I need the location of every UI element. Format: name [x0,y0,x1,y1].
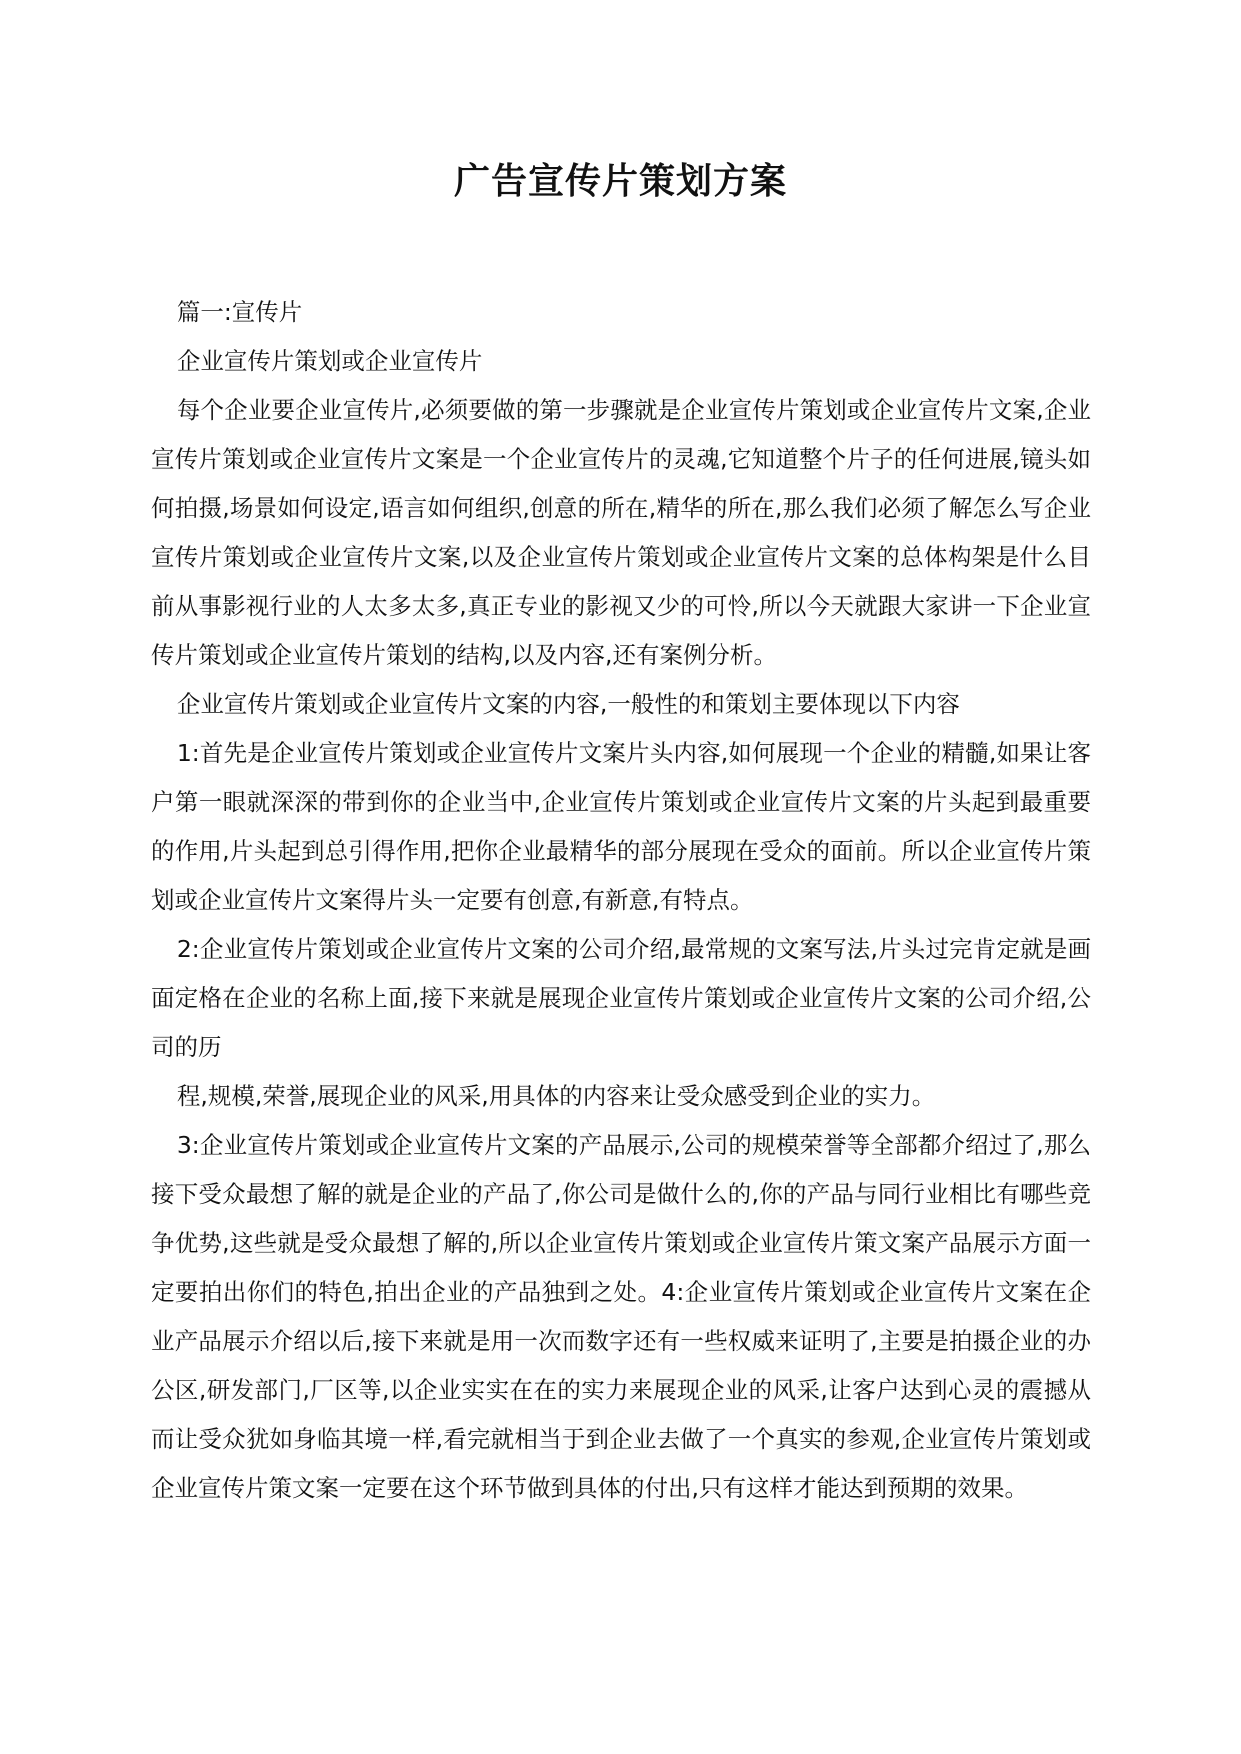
paragraph-point-1: 1:首先是企业宣传片策划或企业宣传片文案片头内容,如何展现一个企业的精髓,如果让客户第一眼就深深的带到你的企业当中,企业宣传片策划或企业宣传片文案的片头起到最重要的作用,片头起到总引得作用,把你企业最精华的部分展现在受众的面前。所以企业宣传片策划或企业宣传片文案得片头一定要有创意,有新意,有特点。 [151,739,1091,914]
paragraph-point-2: 2:企业宣传片策划或企业宣传片文案的公司介绍,最常规的文案写法,片头过完肯定就是画面定格在企业的名称上面,接下来就是展现企业宣传片策划或企业宣传片文案的公司介绍,公司的历 [151,935,1091,1061]
document-title: 广告宣传片策划方案 [453,161,787,202]
paragraph-section-heading: 篇一:宣传片 [176,298,303,326]
paragraph-content-summary: 企业宣传片策划或企业宣传片文案的内容,一般性的和策划主要体现以下内容 [176,690,960,718]
paragraph-intro: 每个企业要企业宣传片,必须要做的第一步骤就是企业宣传片策划或企业宣传片文案,企业宣传片策划或企业宣传片文案是一个企业宣传片的灵魂,它知道整个片子的任何进展,镜头如何拍摄,场景如何设定,语言如何组织,创意的所在,精华的所在,那么我们必须了解怎么写企业宣传片策划或企业宣传片文案,以及企业宣传片策划或企业宣传片文案的总体构架是什么目前从事影视行业的人太多太多,真正专业的影视又少的可怜,所以今天就跟大家讲一下企业宣传片策划或企业宣传片策划的结构,以及内容,还有案例分析。 [151,396,1091,669]
paragraph-point-3-and-4: 3:企业宣传片策划或企业宣传片文案的产品展示,公司的规模荣誉等全部都介绍过了,那么接下受众最想了解的就是企业的产品了,你公司是做什么的,你的产品与同行业相比有哪些竞争优势,这些就是受众最想了解的,所以企业宣传片策划或企业宣传片策文案产品展示方面一定要拍出你们的特色,拍出企业的产品独到之处。4:企业宣传片策划或企业宣传片文案在企业产品展示介绍以后,接下来就是用一次而数字还有一些权威来证明了,主要是拍摄企业的办公区,研发部门,厂区等,以企业实实在在的实力来展现企业的风采,让客户达到心灵的震撼从而让受众犹如身临其境一样,看完就相当于到企业去做了一个真实的参观,企业宣传片策划或企业宣传片策文案一定要在这个环节做到具体的付出,只有这样才能达到预期的效果。 [151,1131,1091,1502]
paragraph-point-2-continued: 程,规模,荣誉,展现企业的风采,用具体的内容来让受众感受到企业的实力。 [176,1082,936,1110]
document-body [151,288,1091,1513]
paragraph-subheading: 企业宣传片策划或企业宣传片 [176,347,483,375]
